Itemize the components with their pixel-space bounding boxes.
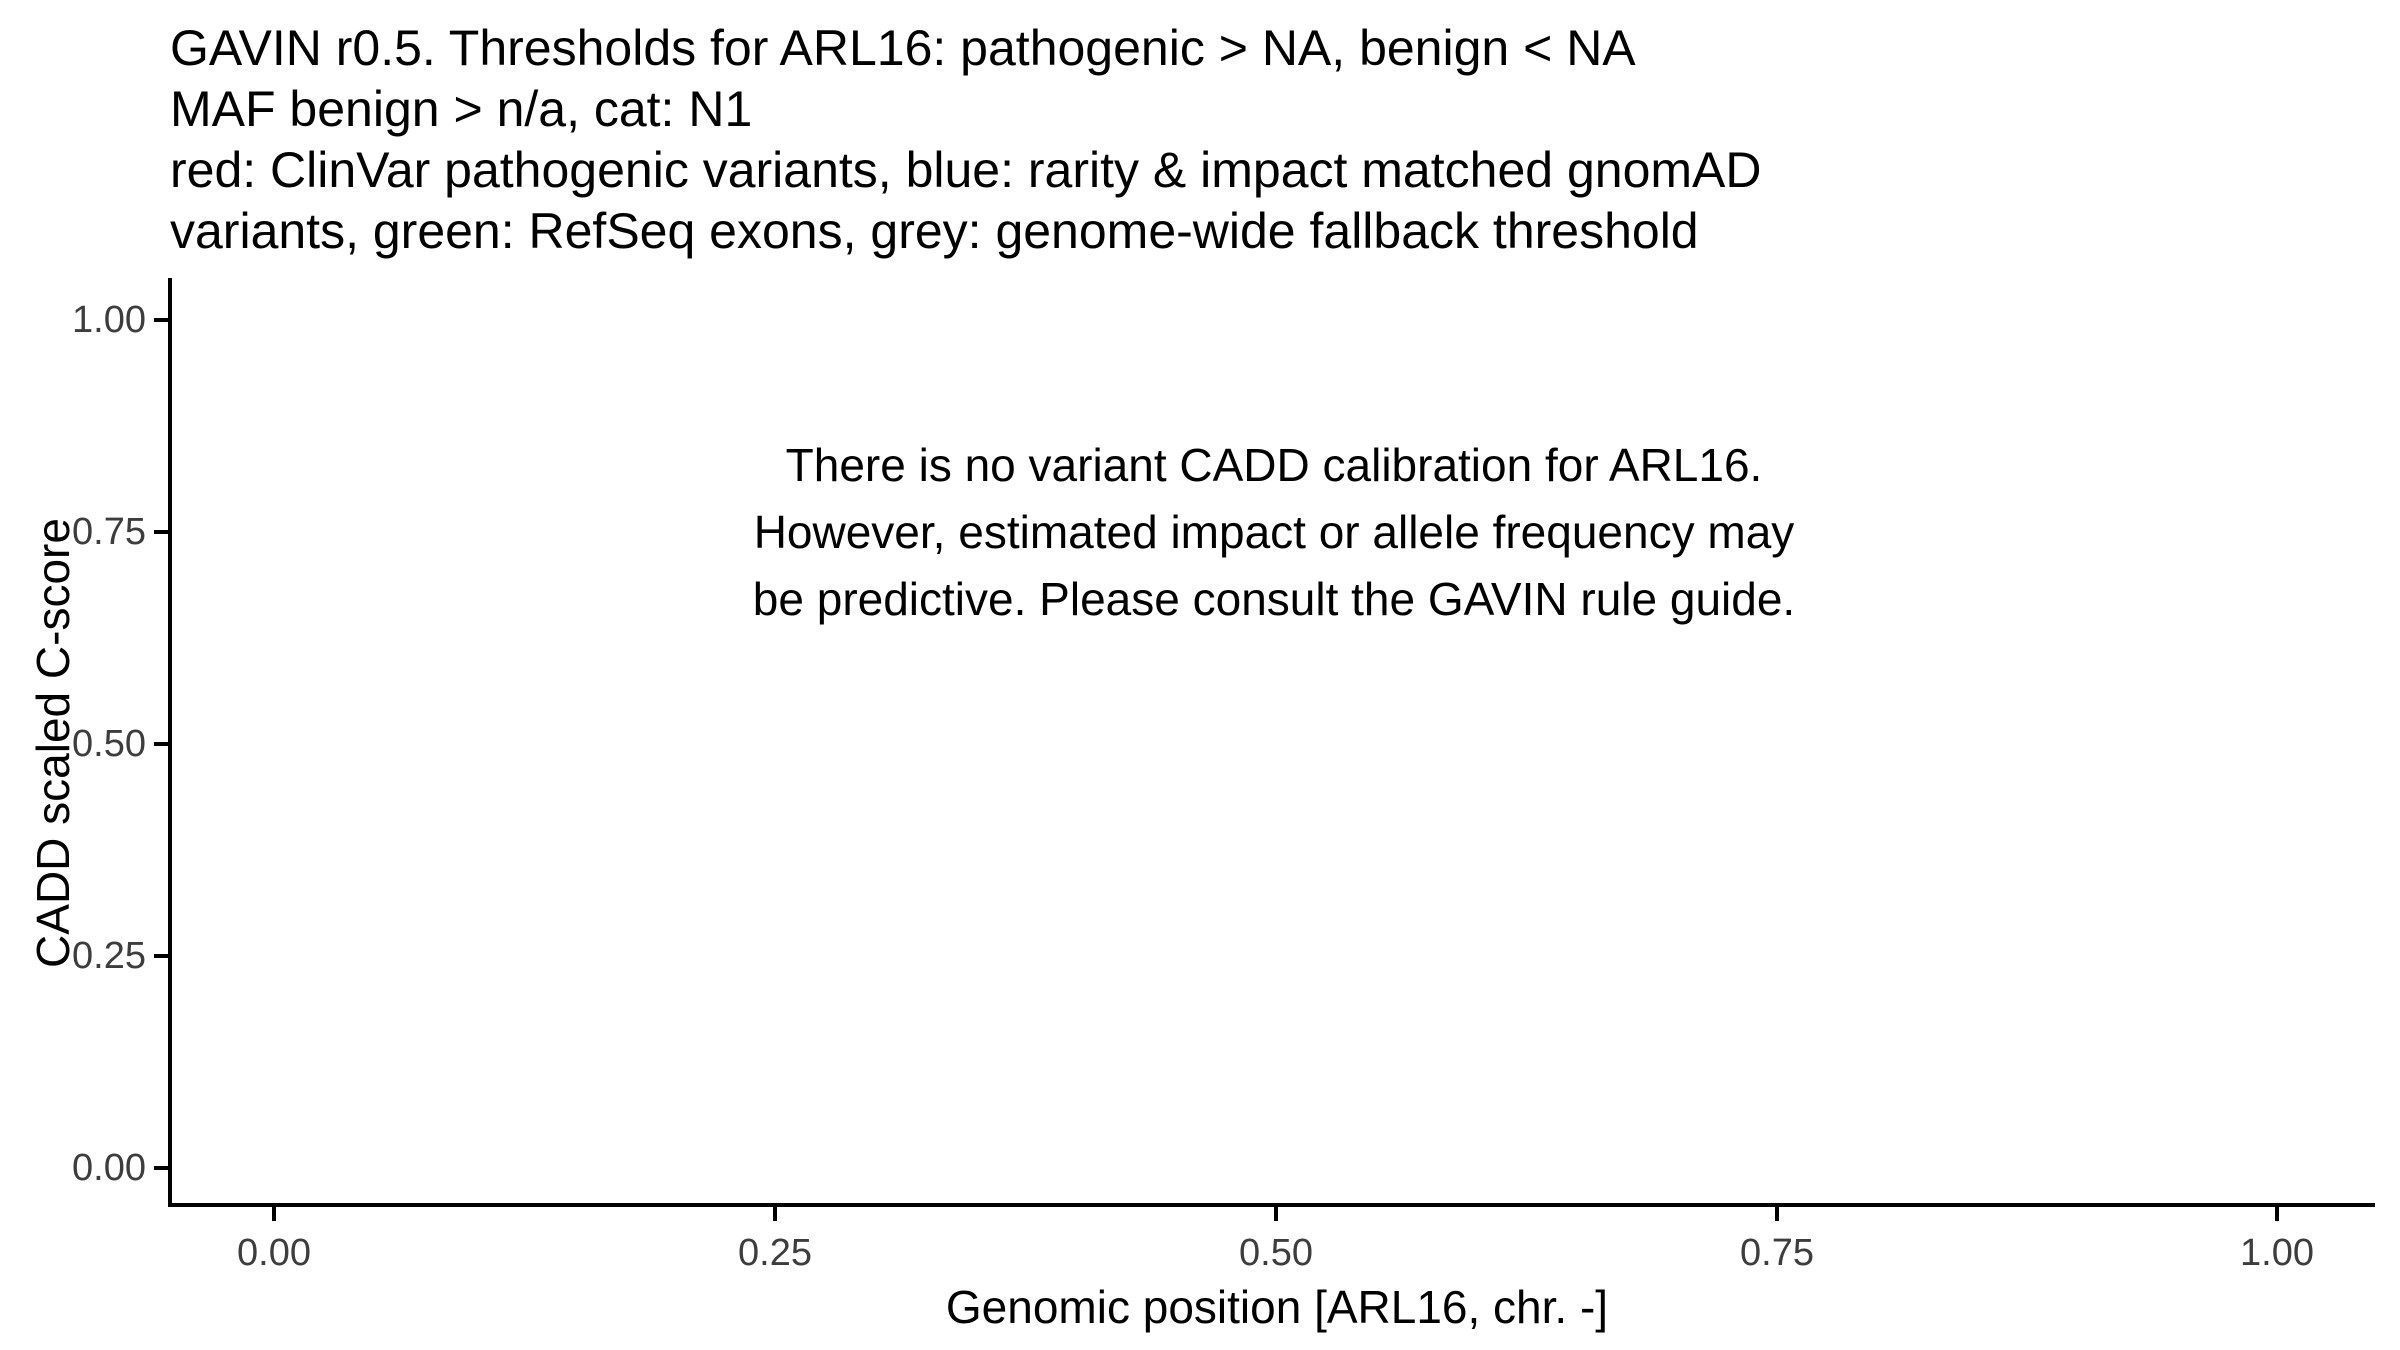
y-tick-label-1.00: 1.00 <box>72 299 146 341</box>
y-tick-mark-0.25 <box>154 954 168 958</box>
x-tick-mark-1.00 <box>2275 1207 2279 1221</box>
y-tick-mark-0.75 <box>154 530 168 534</box>
x-tick-mark-0.75 <box>1775 1207 1779 1221</box>
x-tick-label-0.50: 0.50 <box>1239 1232 1313 1274</box>
x-tick-mark-0.50 <box>1274 1207 1278 1221</box>
x-tick-label-0.25: 0.25 <box>738 1232 812 1274</box>
plot-title <box>170 18 1761 262</box>
plot-title-line-2: MAF benign > n/a, cat: N1 <box>170 81 753 137</box>
y-tick-label-0.25: 0.25 <box>72 935 146 977</box>
annotation-line-3: be predictive. Please consult the GAVIN rule guide. <box>752 573 1796 625</box>
y-tick-mark-0.50 <box>154 742 168 746</box>
x-tick-label-1.00: 1.00 <box>2240 1232 2314 1274</box>
plot-panel <box>168 278 2375 1207</box>
x-tick-label-0.00: 0.00 <box>237 1232 311 1274</box>
plot-annotation <box>674 432 1874 633</box>
y-axis-title: CADD scaled C-score <box>27 518 79 968</box>
y-tick-label-0.50: 0.50 <box>72 723 146 765</box>
y-tick-mark-0.00 <box>154 1166 168 1170</box>
x-tick-mark-0.00 <box>272 1207 276 1221</box>
plot-title-line-4: variants, green: RefSeq exons, grey: genome-wide fallback threshold <box>170 203 1699 259</box>
y-tick-label-0.00: 0.00 <box>72 1147 146 1189</box>
x-axis-title: Genomic position [ARL16, chr. -] <box>945 1281 1609 1333</box>
x-tick-mark-0.25 <box>773 1207 777 1221</box>
annotation-line-1: There is no variant CADD calibration for ARL16. <box>785 439 1763 491</box>
plot-title-line-1: GAVIN r0.5. Thresholds for ARL16: pathogenic > NA, benign < NA <box>170 20 1636 76</box>
x-tick-label-0.75: 0.75 <box>1740 1232 1814 1274</box>
annotation-line-2: However, estimated impact or allele frequency may <box>753 506 1795 558</box>
y-tick-mark-1.00 <box>154 318 168 322</box>
y-tick-label-0.75: 0.75 <box>72 511 146 553</box>
plot-title-line-3: red: ClinVar pathogenic variants, blue: rarity & impact matched gnomAD <box>170 142 1762 198</box>
